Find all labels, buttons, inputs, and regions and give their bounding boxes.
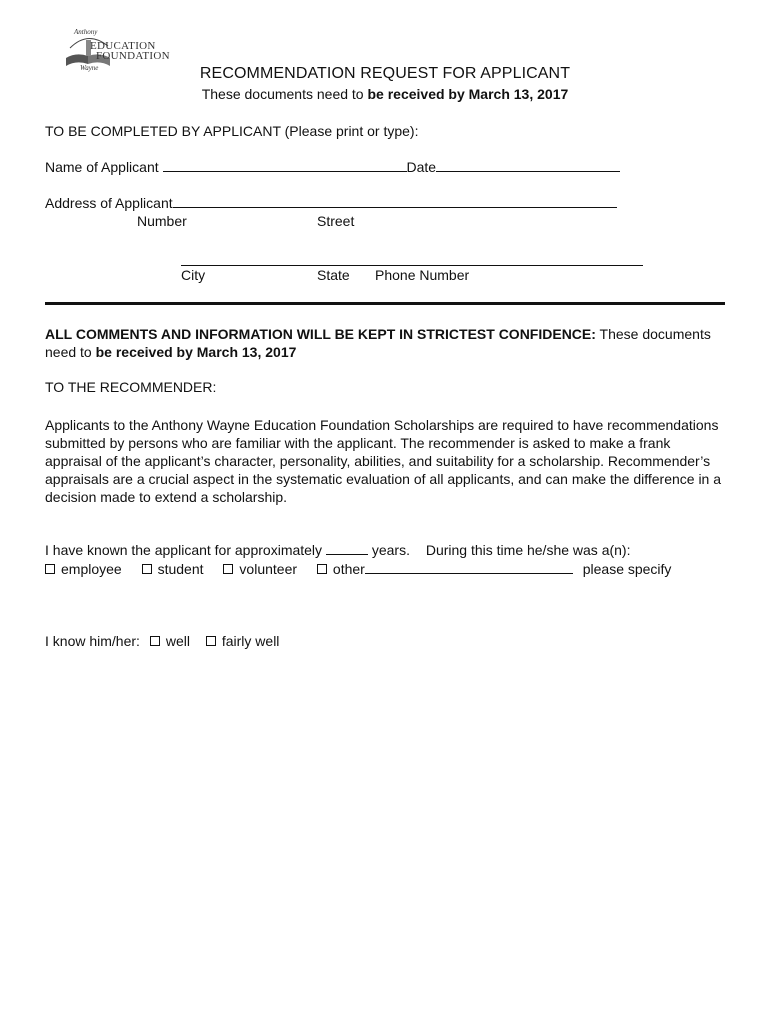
checkbox-icon[interactable]: [150, 636, 160, 646]
option-well[interactable]: [150, 633, 190, 649]
known-lead: I have known the applicant for approximately: [45, 542, 323, 558]
address-label: Address of Applicant: [45, 195, 173, 211]
confidentiality-lead: ALL COMMENTS AND INFORMATION WILL BE KEPT IN STRICTEST CONFIDENCE:: [45, 326, 596, 342]
option-fairly-well[interactable]: [206, 633, 280, 649]
option-volunteer-label: volunteer: [239, 561, 298, 577]
know-how-row: [45, 633, 279, 649]
recommender-heading: TO THE RECOMMENDER:: [45, 379, 217, 395]
confidentiality-mid: These documents need to: [45, 326, 711, 360]
name-row: [45, 159, 620, 175]
logo-bottom-text: Wayne: [80, 64, 99, 72]
phone-caption: Phone Number: [375, 267, 470, 283]
date-field[interactable]: [436, 159, 620, 172]
date-label: Date: [406, 159, 437, 175]
number-caption: Number: [137, 213, 187, 229]
name-label: Name of Applicant: [45, 159, 159, 175]
state-caption: State: [317, 267, 350, 283]
checkbox-icon[interactable]: [317, 564, 327, 574]
name-field[interactable]: [163, 159, 407, 172]
confidentiality-deadline: be received by March 13, 2017: [95, 344, 297, 360]
years-field[interactable]: [326, 542, 368, 555]
years-label: years.: [371, 542, 410, 558]
option-fairly-well-label: fairly well: [221, 633, 280, 649]
checkbox-icon[interactable]: [223, 564, 233, 574]
city-state-phone-field[interactable]: [181, 253, 643, 266]
option-student-label: student: [157, 561, 204, 577]
checkbox-icon[interactable]: [206, 636, 216, 646]
during-label: During this time he/she was a(n):: [425, 542, 631, 558]
logo-line2: FOUNDATION: [96, 50, 170, 62]
logo-line1: EDUCATION: [90, 40, 156, 52]
option-other[interactable]: [317, 561, 365, 577]
option-well-label: well: [165, 633, 190, 649]
city-caption: City: [181, 267, 206, 283]
know-how-lead: I know him/her:: [45, 633, 140, 649]
section-divider: [45, 302, 725, 305]
confidentiality-notice: [45, 325, 735, 361]
logo-top-text: Anthony: [74, 28, 98, 36]
option-student[interactable]: [142, 561, 204, 577]
applicant-section-label: TO BE COMPLETED BY APPLICANT (Please print or type):: [45, 123, 419, 139]
relationship-options: [45, 561, 671, 577]
option-employee[interactable]: [45, 561, 122, 577]
option-volunteer[interactable]: [223, 561, 297, 577]
recommender-paragraph: Applicants to the Anthony Wayne Education Foundation Scholarships are required to have recommendations submitted by persons who are familiar with the applicant. The recommender is asked to make a frank appraisal of the applicant’s character, personality, abilities, and suitability for a scholarship. Recommender’s appraisals are a crucial aspect in the systematic evaluation of all applicants, and can make the difference in a decision made to extend a scholarship.: [45, 417, 722, 505]
option-other-label: other: [332, 561, 365, 577]
subtitle-plain: These documents need to: [201, 86, 368, 102]
other-specify-field[interactable]: [365, 561, 573, 574]
checkbox-icon[interactable]: [142, 564, 152, 574]
street-caption: Street: [317, 213, 355, 229]
specify-label: please specify: [582, 561, 672, 577]
option-employee-label: employee: [61, 561, 122, 577]
page-subtitle: [0, 86, 770, 102]
known-duration-row: [45, 542, 630, 558]
address-row: [45, 195, 617, 211]
checkbox-icon[interactable]: [45, 564, 55, 574]
subtitle-deadline: be received by March 13, 2017: [367, 86, 569, 102]
page-title: RECOMMENDATION REQUEST FOR APPLICANT: [199, 65, 571, 82]
address-field[interactable]: [173, 195, 617, 208]
